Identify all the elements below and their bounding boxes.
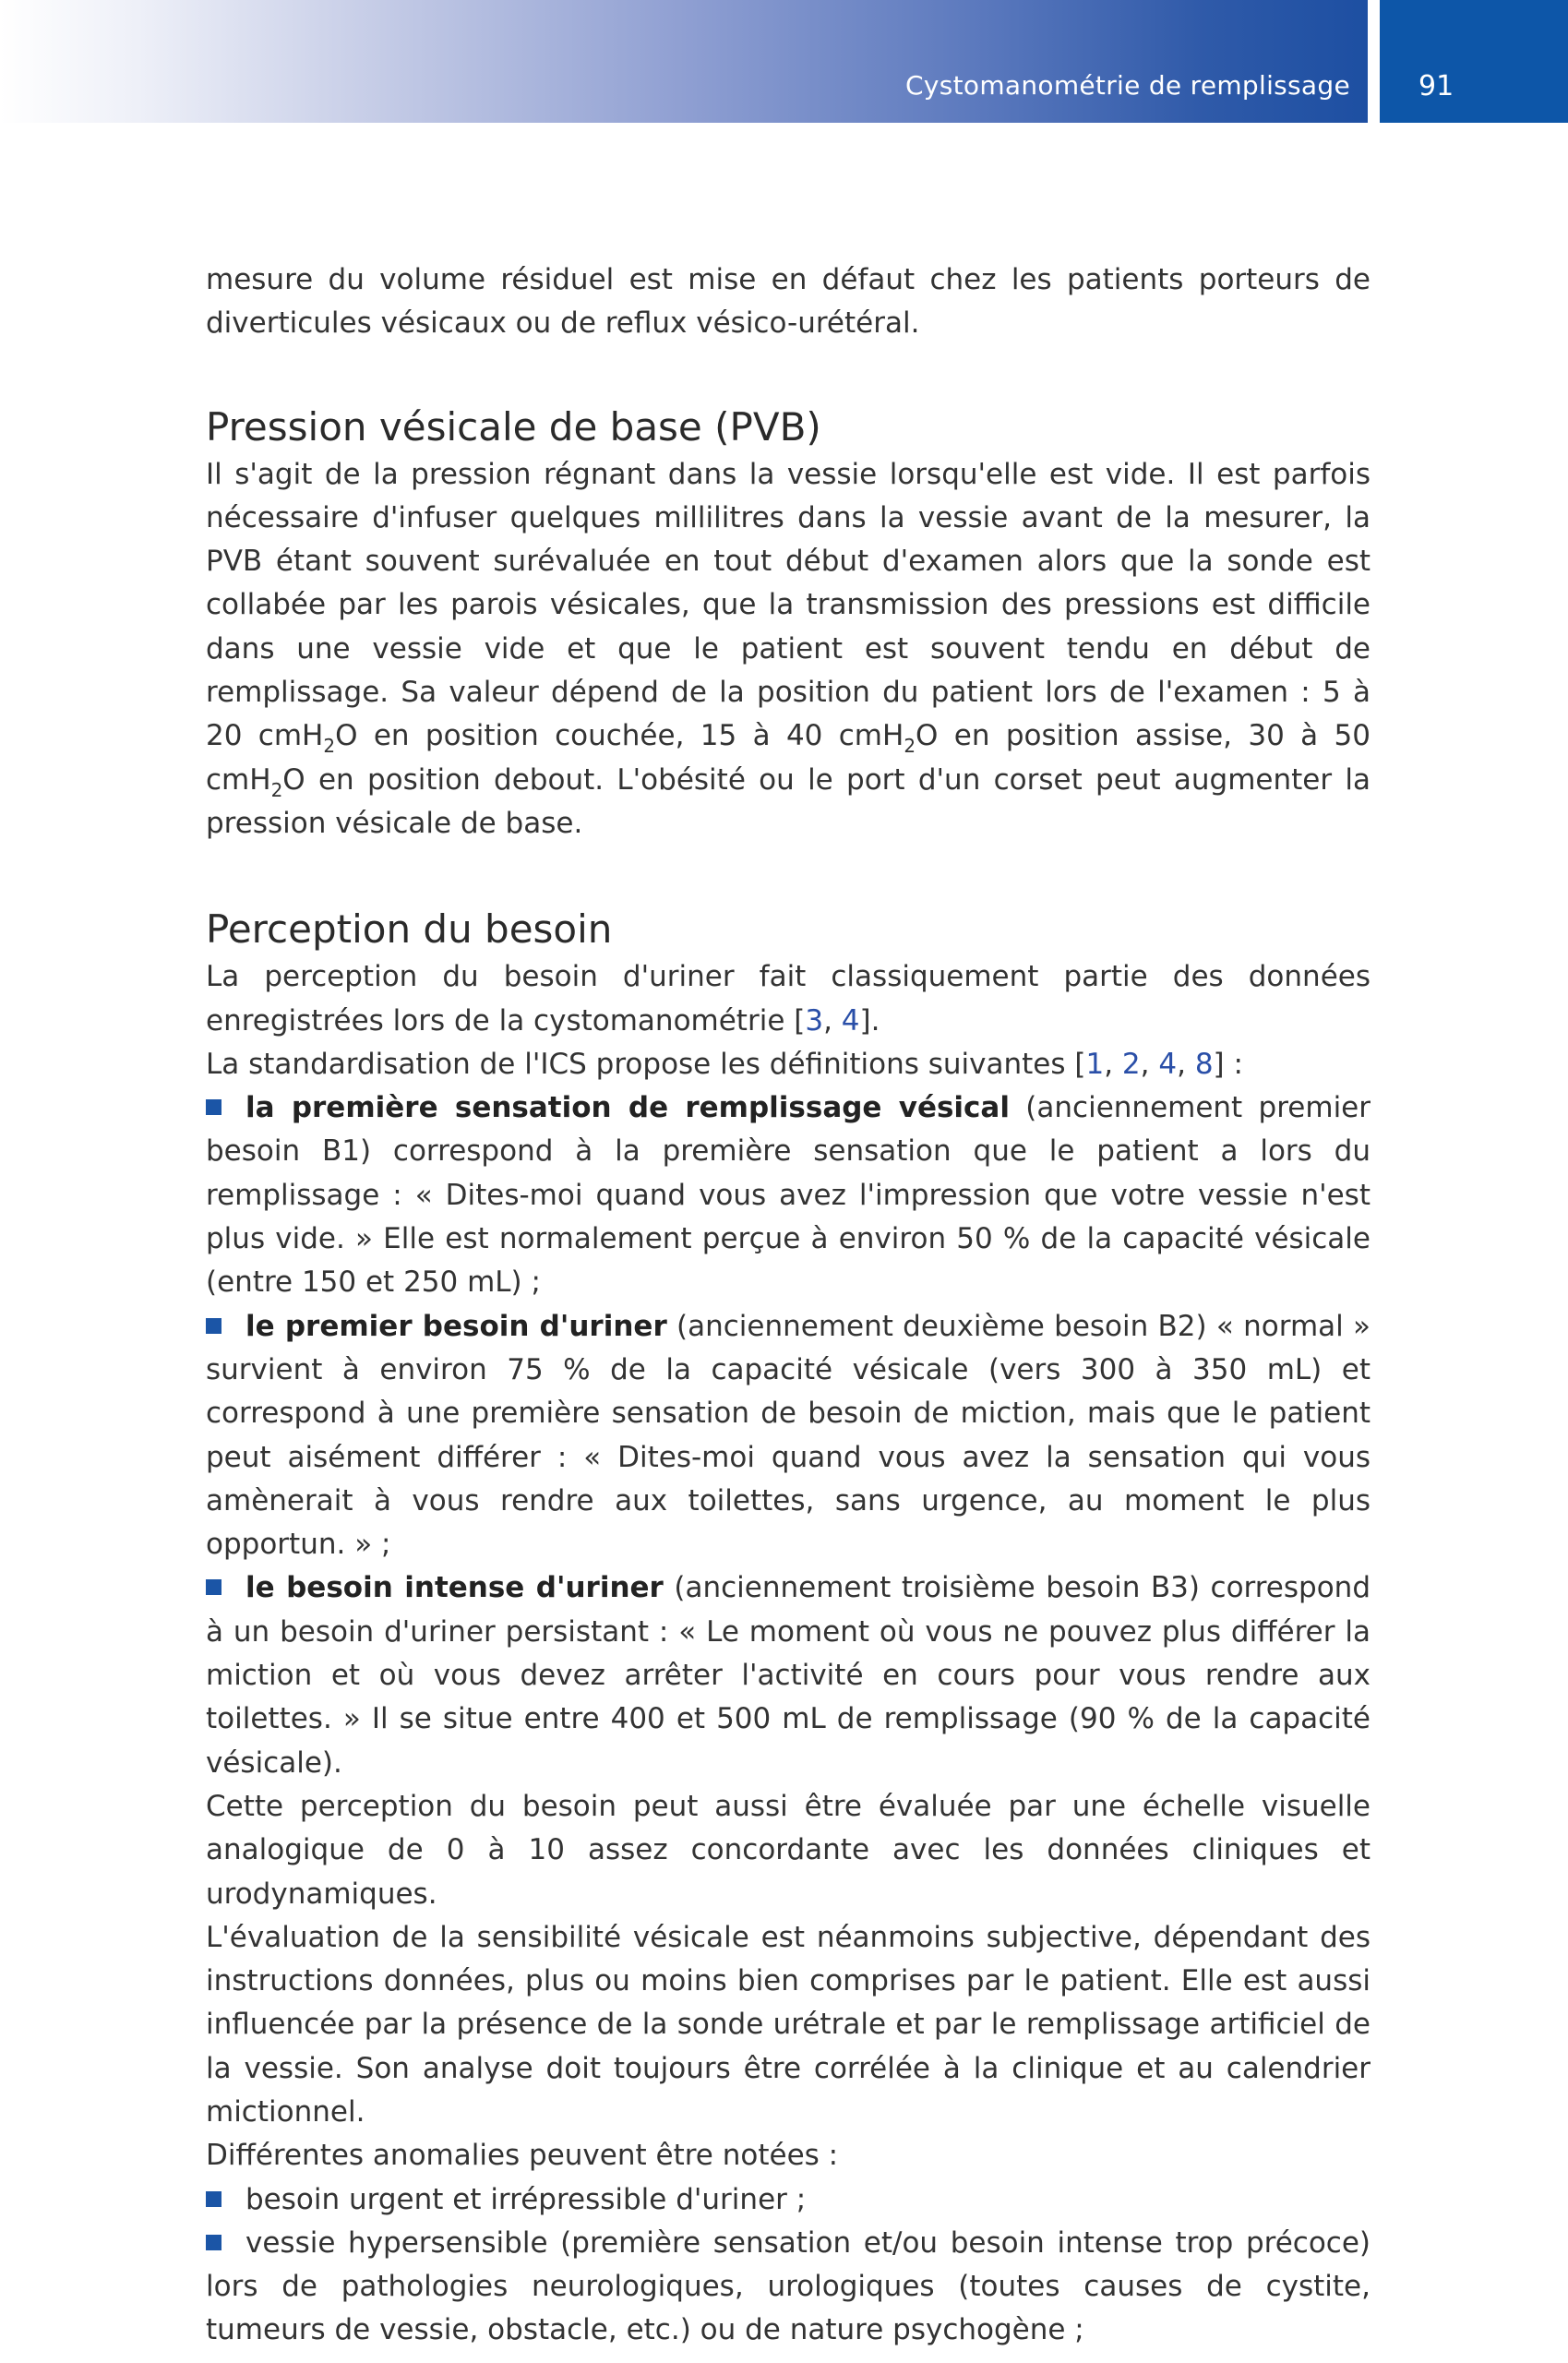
- square-bullet-icon: [206, 2235, 221, 2250]
- page-body: [206, 258, 1371, 2353]
- citation-link[interactable]: 1: [1085, 1047, 1105, 1081]
- citation-link[interactable]: 3: [805, 1003, 824, 1038]
- citation-separator: ,: [823, 1003, 842, 1038]
- citation-close: ] :: [1213, 1047, 1243, 1081]
- citation-link[interactable]: 4: [1158, 1047, 1178, 1081]
- pvb-text-d: O en position debout. L'obésité ou le port d'un corset peut augmenter la pression vésicale de base.: [206, 762, 1371, 840]
- definition-item: [206, 1305, 1371, 1567]
- definition-text: (anciennement premier besoin B1) correspond à la première sensation que le patient a lors du remplissage : « Dites-moi quand vous avez l'impression que votre vessie n'est plus vide. » Elle est normalement perçue à environ 50 % de la capacité vésicale (entre 150 et 250 mL) ;: [206, 1091, 1371, 1300]
- page-number-box: [1380, 0, 1568, 123]
- intro-paragraph: mesure du volume résiduel est mise en défaut chez les patients porteurs de diverticules vésicaux ou de reflux vésico-urétéral.: [206, 263, 1371, 341]
- header-gradient-band: [0, 0, 1368, 123]
- citation-link[interactable]: 2: [1121, 1047, 1141, 1081]
- citation-link[interactable]: 4: [841, 1003, 860, 1038]
- square-bullet-icon: [206, 1318, 221, 1334]
- definition-term: le premier besoin d'uriner: [245, 1309, 667, 1343]
- anomaly-text: besoin urgent et irrépressible d'uriner ;: [245, 2182, 807, 2216]
- anomaly-item: [206, 2222, 1371, 2353]
- square-bullet-icon: [206, 1579, 221, 1595]
- pvb-text-c: O en position assise, 30 à 50 cmH: [206, 719, 1371, 797]
- subscript-2: 2: [904, 735, 916, 758]
- perception-paragraph-2: [206, 1043, 1371, 1086]
- perception-paragraph-3: Cette perception du besoin peut aussi être évaluée par une échelle visuelle analogique de 0 à 10 assez concordante avec les données cliniques et urodynamiques.: [206, 1789, 1371, 1911]
- definition-item: [206, 1566, 1371, 1784]
- subscript-2: 2: [270, 778, 283, 801]
- running-title: Cystomanométrie de remplissage: [905, 70, 1350, 101]
- subscript-2: 2: [323, 735, 336, 758]
- paragraph-text: La perception du besoin d'uriner fait classiquement partie des données enregistrées lors de la cystomanométrie [: [206, 960, 1371, 1038]
- page-number: 91: [1418, 70, 1454, 102]
- pvb-text-a: Il s'agit de la pression régnant dans la vessie lorsqu'elle est vide. Il est parfois nécessaire d'infuser quelques millilitres dans la vessie avant de la mesurer, la PVB étant souvent surévaluée en tout début d'examen alors que la sonde est collabée par les parois vésicales, que la transmission des pressions est difficile dans une vessie vide et que le patient est souvent tendu en début de remplissage. Sa valeur dépend de la position du patient lors de l'examen : 5 à 20 cmH: [206, 457, 1371, 753]
- definition-term: la première sensation de remplissage vésical: [245, 1091, 1010, 1125]
- section-heading-pvb: Pression vésicale de base (PVB): [206, 403, 821, 450]
- definition-item: [206, 1086, 1371, 1304]
- citation-close: ].: [859, 1003, 880, 1038]
- perception-paragraph-1: [206, 955, 1371, 1043]
- square-bullet-icon: [206, 2191, 221, 2207]
- citation-separator: ,: [1177, 1047, 1195, 1081]
- paragraph-text: La standardisation de l'ICS propose les définitions suivantes [: [206, 1047, 1086, 1081]
- page-header: [0, 0, 1568, 123]
- pvb-text-b: O en position couchée, 15 à 40 cmH: [335, 719, 904, 753]
- square-bullet-icon: [206, 1099, 221, 1115]
- citation-separator: ,: [1104, 1047, 1122, 1081]
- pvb-paragraph: [206, 453, 1371, 846]
- section-heading-perception: Perception du besoin: [206, 906, 613, 953]
- definition-text: (anciennement troisième besoin B3) correspond à un besoin d'uriner persistant : « Le moment où vous ne pouvez plus différer la miction et où vous devez arrêter l'activité en cours pour vous rendre aux toilettes. » Il se situe entre 400 et 500 mL de remplissage (90 % de la capacité vésicale).: [206, 1571, 1371, 1780]
- anomaly-item: [206, 2178, 1371, 2222]
- citation-link[interactable]: 8: [1194, 1047, 1214, 1081]
- perception-paragraph-5: Différentes anomalies peuvent être notées :: [206, 2139, 839, 2173]
- citation-separator: ,: [1140, 1047, 1159, 1081]
- perception-paragraph-4: L'évaluation de la sensibilité vésicale est néanmoins subjective, dépendant des instructions données, plus ou moins bien comprises par le patient. Elle est aussi influencée par la présence de la sonde urétrale et par le remplissage artificiel de la vessie. Son analyse doit toujours être corrélée à la clinique et au calendrier mictionnel.: [206, 1920, 1371, 2129]
- definition-term: le besoin intense d'uriner: [245, 1571, 664, 1605]
- definition-text: (anciennement deuxième besoin B2) « normal » survient à environ 75 % de la capacité vésicale (vers 300 à 350 mL) et correspond à une première sensation de besoin de miction, mais que le patient peut aisément différer : « Dites-moi quand vous avez la sensation qui vous amènerait à vous rendre aux toilettes, sans urgence, au moment le plus opportun. » ;: [206, 1309, 1371, 1562]
- anomaly-text: vessie hypersensible (première sensation et/ou besoin intense trop précoce) lors de pathologies neurologiques, urologiques (toutes causes de cystite, tumeurs de vessie, obstacle, etc.) ou de nature psychogène ;: [206, 2225, 1371, 2347]
